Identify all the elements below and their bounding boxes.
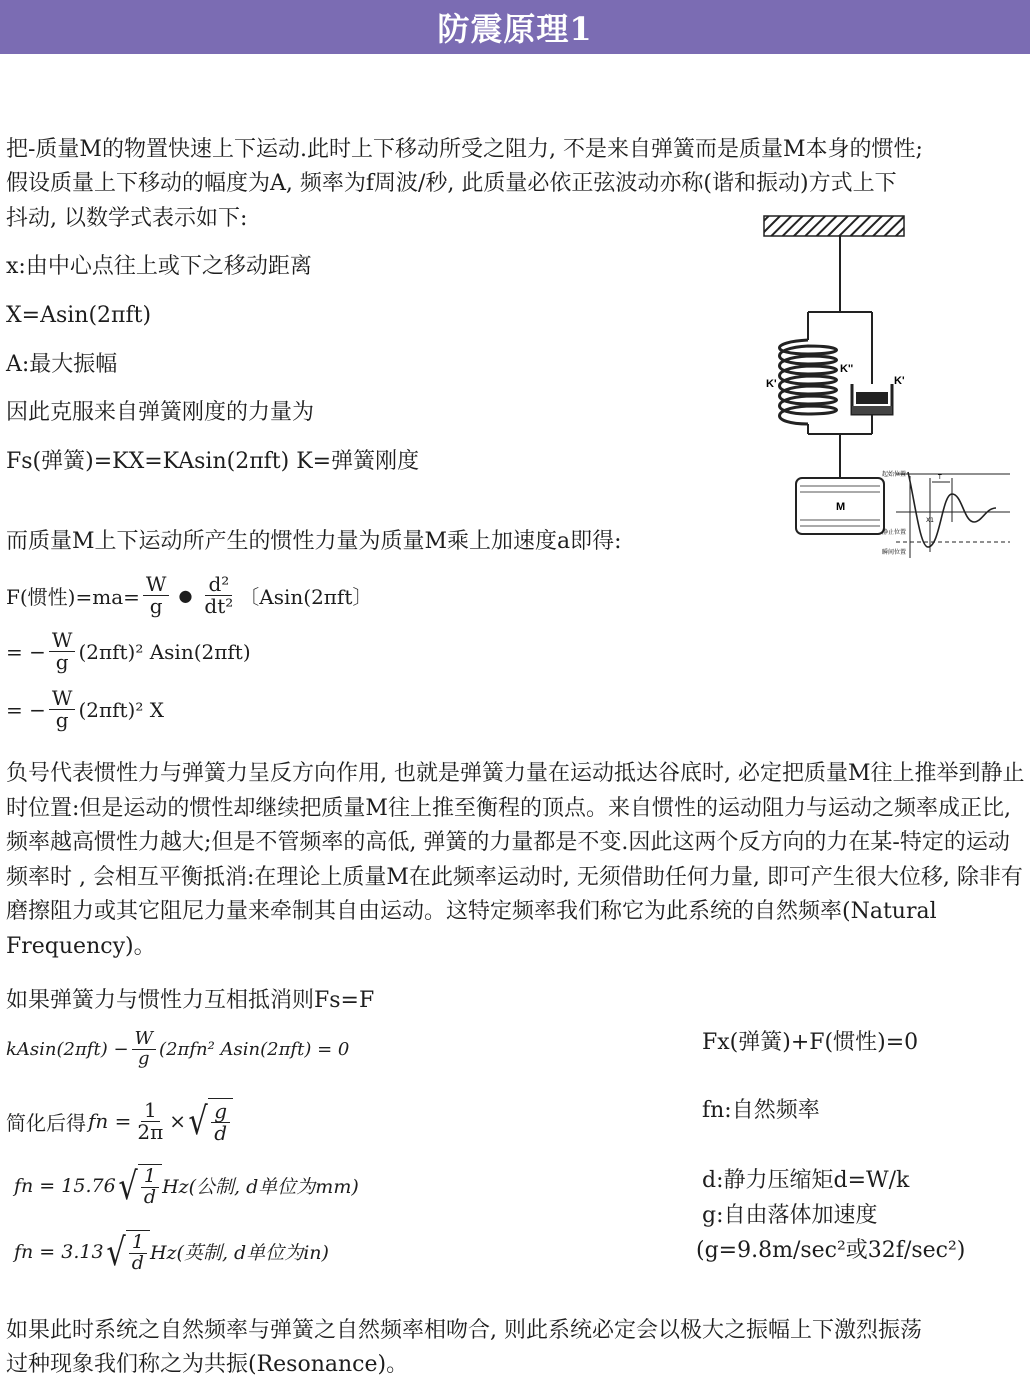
start-position-label: 起始位置 (882, 471, 907, 478)
intro-line-3: 抖动, 以数学式表示如下: (6, 206, 248, 231)
inertia-equation-2 (6, 630, 251, 673)
spring-mass-damper-diagram (760, 212, 1022, 562)
fn-metric-coefficient: fn = 15.76 (14, 1174, 116, 1197)
fn-imperial-coefficient: fn = 3.13 (14, 1240, 104, 1263)
explanation-paragraph: 负号代表惯性力与弹簧力呈反方向作用, 也就是弹簧力量在运动抵达谷底时, 必定把质量M往上推举到静止时位置:但是运动的惯性却继续把质量M往上推至衡程的顶点。来自惯性的运动阻力与运动之频率成正比, 频率越高惯性力越大;但是不管频率的高低, 弹簧的力量都是不变.因此这两个反方向的力在某-特定的运动频率时 , 会相互平衡抵消:在理论上质量M在此频率运动时, 无须借助任何力量, 即可产生很大位移, 除非有磨擦阻力或其它阻尼力量来牵制其自由运动。这特定频率我们称它为此系统的自然频率(Natural Frequency)。 (6, 761, 1025, 959)
derivative-fraction: $\frac{\text{d²}}{\text{dt²}}$ (204, 572, 234, 618)
x-equation: X=Asin(2πft) (6, 303, 152, 328)
note-g: g:自由落体加速度 (702, 1203, 878, 1228)
times-operator: × (169, 1109, 187, 1133)
fs-equation: Fs(弹簧)=KX=KAsin(2πft) K=弹簧刚度 (6, 449, 420, 474)
eq2-minus: = − (6, 639, 46, 664)
fn-metric-equation (14, 1164, 359, 1208)
ceiling-support (764, 216, 904, 236)
x-definition: x:由中心点往上或下之移动距离 (6, 254, 312, 279)
sqrt-one-over-d: √ $\frac{1}{d}$ (104, 1230, 150, 1274)
sqrt-g-over-d: √ $\frac{g}{d}$ (186, 1098, 233, 1144)
conclusion-line-2: 过种现象我们称之为共振(Resonance)。 (6, 1352, 409, 1377)
intro-line-1: 把-质量M的物置快速上下运动.此时上下移动所受之阻力, 不是来自弹簧而是质量M本身的惯性; (6, 137, 923, 162)
force-intro: 因此克服来自弹簧刚度的力量为 (6, 400, 315, 425)
waveform-graph (882, 470, 1010, 558)
note-g-value: (g=9.8m/sec²或32f/sec²) (696, 1238, 966, 1263)
conclusion-line-1: 如果此时系统之自然频率与弹簧之自然频率相吻合, 则此系统必定会以极大之振幅上下激烈振荡 (6, 1318, 922, 1343)
x1-label: X1 (926, 517, 934, 524)
mass-block (796, 478, 884, 534)
inertia-equation-1 (6, 574, 372, 617)
rest-position-label: 静止位置 (882, 529, 907, 536)
w-over-g-fraction: $\frac{W}{g}$ (143, 574, 170, 617)
balance-intro: 如果弹簧力与惯性力互相抵消则Fs=F (6, 988, 375, 1013)
damper-k-label: K' (894, 375, 905, 387)
period-label: T (938, 474, 942, 481)
eq3-rhs: (2πft)² X (78, 697, 164, 722)
page-header (0, 0, 1030, 54)
mass-label: M (836, 501, 846, 513)
eq1-lhs: F(惯性)=ma= (6, 585, 140, 609)
simplified-equation (6, 1098, 233, 1144)
spring-k-label: K' (766, 378, 777, 390)
instant-position-label: 瞬间位置 (882, 549, 907, 556)
eq1-rhs: 〔Asin(2πft〕 (239, 585, 373, 609)
fn-label: fn = (88, 1109, 132, 1133)
fn-imperial-equation (14, 1230, 329, 1274)
inertia-intro: 而质量M上下运动所产生的惯性力量为质量M乘上加速度a即得: (6, 529, 622, 554)
one-over-two-pi: $\frac{1}{2\pi}$ (137, 1097, 164, 1144)
simplified-label: 简化后得 (6, 1110, 86, 1135)
page-title: 防震原理1 (437, 10, 593, 48)
note-d: d:静力压缩矩d=W/k (702, 1168, 910, 1193)
a-definition: A:最大振幅 (6, 352, 118, 377)
spring-icon (780, 340, 837, 424)
balance-eq-rhs: (2πfn² Asin(2πft) = 0 (159, 1038, 350, 1060)
eq3-minus: = − (6, 697, 46, 722)
w-over-g-fraction: $\frac{W}{g}$ (49, 688, 76, 731)
note-fn: fn:自然频率 (702, 1098, 820, 1123)
inertia-equation-3 (6, 688, 164, 731)
w-over-g-fraction: $\frac{W}{g}$ (132, 1030, 157, 1069)
eq2-rhs: (2πft)² Asin(2πft) (78, 639, 251, 664)
balance-equation (6, 1030, 349, 1069)
note-force-balance: Fx(弹簧)+F(惯性)=0 (702, 1030, 919, 1055)
damper-icon (852, 384, 892, 414)
hz-metric: Hz(公制, d单位为mm) (162, 1176, 359, 1199)
sqrt-one-over-d: √ $\frac{1}{d}$ (116, 1164, 162, 1208)
dot-operator: ● (178, 586, 193, 605)
hz-imperial: Hz(英制, d单位为in) (149, 1242, 329, 1265)
intro-line-2: 假设质量上下移动的幅度为A, 频率为f周波/秒, 此质量必依正弦波动亦称(谐和振动)方式上下 (6, 171, 897, 196)
damper-k-top-label: K'' (840, 363, 854, 375)
w-over-g-fraction: $\frac{W}{g}$ (49, 630, 76, 673)
balance-eq-lhs: kAsin(2πft) − (6, 1038, 129, 1060)
